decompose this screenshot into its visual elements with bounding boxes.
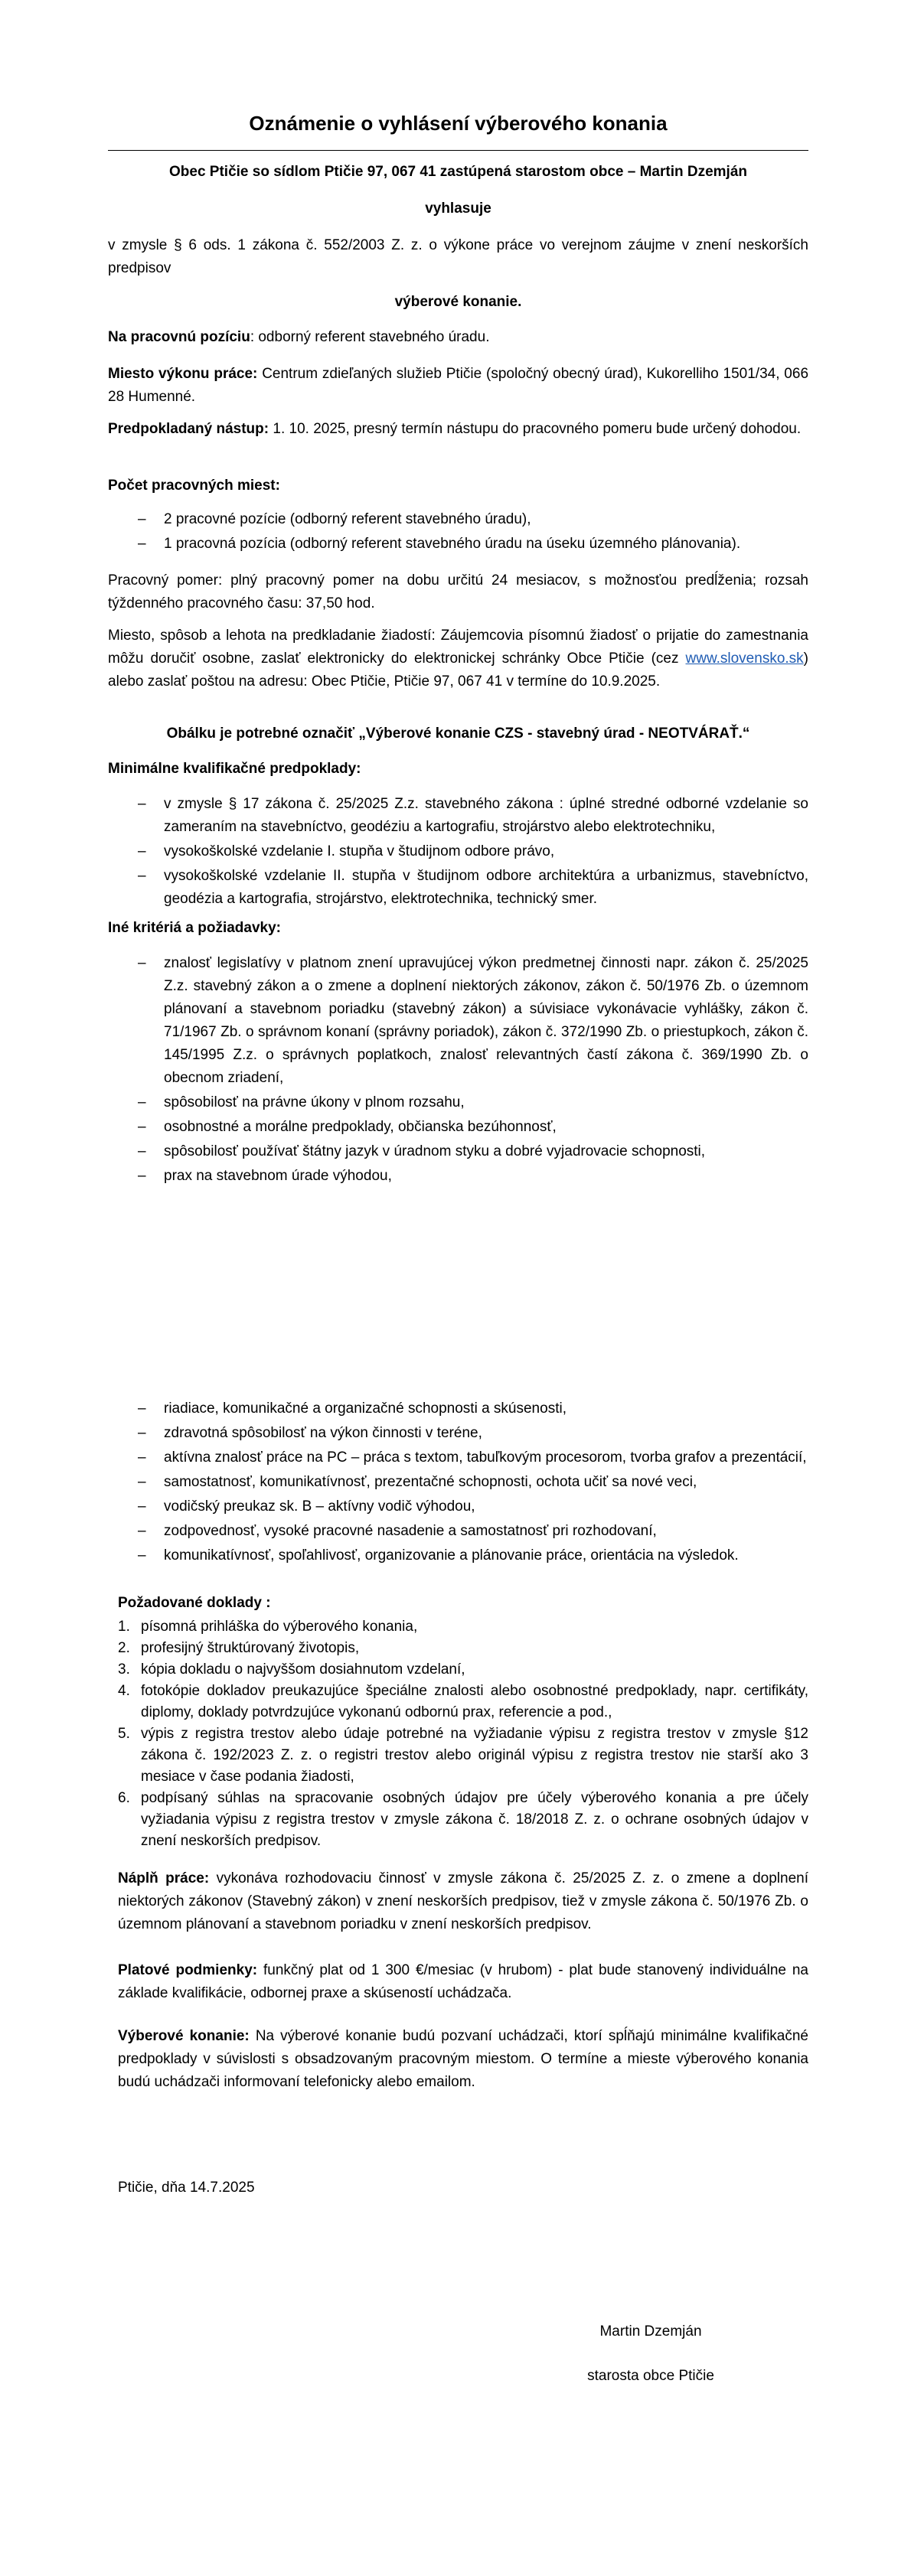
position-label: Na pracovnú pozíciu (108, 329, 250, 345)
list-item: 4. fotokópie dokladov preukazujúce špeciálne znalosti alebo osobnostné predpoklady, napr. certifikáty, diplomy, doklady potvrdzujúce vykonanú odbornú prax, referencie a pod., (118, 1683, 808, 1720)
slovensko-link[interactable]: www.slovensko.sk (685, 651, 804, 667)
count-list (138, 508, 808, 557)
list-item: – prax na stavebnom úrade výhodou, (138, 1165, 808, 1188)
pay-paragraph: Platové podmienky: funkčný plat od 1 300 €/mesiac (v hrubom) - plat bude stanovený individuálne na základe kvalifikácie, odbornej praxe a skúseností uchádzača. (118, 1962, 808, 2001)
place-label: Miesto výkonu práce: (108, 366, 258, 382)
list-item: – vysokoškolské vzdelanie I. stupňa v študijnom odbore právo, (138, 840, 808, 863)
list-item: 5. výpis z registra trestov alebo údaje potrebné na vyžiadanie výpisu z registra trestov v zmysle §12 zákona č. 192/2023 Z. z. o registri trestov alebo originál výpisu z registra trestov nie starší ako 3 mesiace v čase podania žiadosti, (118, 1726, 808, 1785)
start-paragraph (108, 418, 808, 441)
list-item: – 1 pracovná pozícia (odborný referent stavebného úradu na úseku územného plánovania). (138, 533, 808, 556)
list-item: 6. podpísaný súhlas na spracovanie osobných údajov pre účely výberového konania a pre účely vyžiadania výpisu z registra trestov v zmysle zákona č. 18/2018 Z. z. o ochrane osobných údajov v znení neskorších predpisov. (118, 1790, 808, 1849)
list-item: – spôsobilosť používať štátny jazyk v úradnom styku a dobré vyjadrovacie schopnosti, (138, 1140, 808, 1163)
list-item: – samostatnosť, komunikatívnosť, prezentačné schopnosti, ochota učiť sa nové veci, (138, 1471, 808, 1494)
qualification-heading: Minimálne kvalifikačné predpoklady: (108, 761, 361, 777)
place-value: Centrum zdieľaných služieb Ptičie (spoločný obecný úrad), Kukorelliho 1501/34, 066 28 Humenné. (108, 366, 809, 405)
date-place: Ptičie, dňa 14.7.2025 (118, 2180, 255, 2196)
submission-paragraph: Miesto, spôsob a lehota na predkladanie žiadostí: Záujemcovia písomnú žiadosť o prijatie do zamestnania môžu doručiť osobne, zaslať elektronicky do elektronickej schránky Obce Ptičie (cez www.slovensko.sk) alebo zaslať poštou na adresu: Obec Ptičie, Ptičie 97, 067 41 v termíne do 10.9.2025. (108, 628, 808, 690)
selection-paragraph: Výberové konanie: Na výberové konanie budú pozvaní uchádzači, ktorí spĺňajú minimálne kvalifikačné predpoklady v súvislosti s obsadzovaným pracovným miestom. O termíne a mieste výberového konania budú uchádzači informovaní telefonicky alebo emailom. (118, 2028, 808, 2090)
list-item: – zdravotná spôsobilosť na výkon činnosti v teréne, (138, 1422, 808, 1445)
issuer-line: Obec Ptičie so sídlom Ptičie 97, 067 41 zastúpená starostom obce – Martin Dzemján (169, 164, 747, 180)
announces-line: vyhlasuje (425, 201, 491, 217)
job-paragraph: Náplň práce: vykonáva rozhodovaciu činnosť v zmysle zákona č. 25/2025 Z. z. o zmene a doplnení niektorých zákonov (Stavebný zákon) v znení neskorších predpisov, tiež v zmysle zákona č. 50/1976 Zb. o územnom plánovaní a stavebnom poriadku v znení neskorších predpisov. (118, 1870, 808, 1932)
list-item: 3. kópia dokladu o najvyššom dosiahnutom vzdelaní, (118, 1661, 465, 1678)
title-divider (108, 150, 808, 151)
list-item: – riadiace, komunikačné a organizačné schopnosti a skúsenosti, (138, 1397, 808, 1420)
position-paragraph (108, 326, 808, 349)
count-heading: Počet pracovných miest: (108, 478, 280, 494)
signature-title: starosta obce Ptičie (587, 2368, 714, 2384)
place-paragraph (108, 363, 808, 409)
other-criteria-list-b (138, 1397, 808, 1569)
procedure-line: výberové konanie. (394, 294, 522, 310)
list-item: – osobnostné a morálne predpoklady, občianska bezúhonnosť, (138, 1116, 808, 1139)
list-item: 2. profesijný štruktúrovaný životopis, (118, 1640, 360, 1656)
list-item: – znalosť legislatívy v platnom znení upravujúcej výkon predmetnej činnosti napr. zákon č. 25/2025 Z.z. stavebný zákon a o zmene a doplnení niektorých zákonov, zákon č. 50/1976 Zb. o územnom plánovaní a stavebnom poriadku (stavebný zákon) a súvisiace vykonávacie vyhlášky, zákon č. 71/1967 Zb. o správnom konaní (správny poriadok), zákon č. 372/1990 Zb. o priestupkoch, zákon č. 145/1995 Z.z. o správnych poplatkoch, znalosť relevantných častí zákona č. 369/1990 Zb. o obecnom zriadení, (138, 952, 808, 1090)
list-item: – spôsobilosť na právne úkony v plnom rozsahu, (138, 1091, 808, 1114)
employment-paragraph: Pracovný pomer: plný pracovný pomer na dobu určitú 24 mesiacov, s možnosťou predĺženia; rozsah týždenného pracovného času: 37,50 hod. (108, 572, 808, 611)
list-item: – v zmysle § 17 zákona č. 25/2025 Z.z. stavebného zákona : úplné stredné odborné vzdelanie so zameraním na stavebníctvo, geodéziu a kartografiu, strojárstvo alebo elektrotechniku, (138, 793, 808, 839)
position-value: : odborný referent stavebného úradu. (250, 329, 490, 345)
list-item: – 2 pracovné pozície (odborný referent stavebného úradu), (138, 508, 808, 531)
start-value: 1. 10. 2025, presný termín nástupu do pracovného pomeru bude určený dohodou. (269, 421, 802, 437)
document-title: Oznámenie o vyhlásení výberového konania (249, 112, 668, 135)
list-item: – komunikatívnosť, spoľahlivosť, organizovanie a plánovanie práce, orientácia na výsledok. (138, 1544, 808, 1567)
list-item: – vysokoškolské vzdelanie II. stupňa v študijnom odbore architektúra a urbanizmus, stavebníctvo, geodézia a kartografia, strojárstvo, elektrotechnika, technický smer. (138, 865, 808, 911)
list-item: – vodičský preukaz sk. B – aktívny vodič výhodou, (138, 1495, 808, 1518)
list-item: 1. písomná prihláška do výberového konania, (118, 1619, 418, 1635)
legal-basis: v zmysle § 6 ods. 1 zákona č. 552/2003 Z. z. o výkone práce vo verejnom záujme v znení neskorších predpisov (108, 237, 808, 276)
list-item: – zodpovednosť, vysoké pracovné nasadenie a samostatnosť pri rozhodovaní, (138, 1520, 808, 1543)
list-item: – aktívna znalosť práce na PC – práca s textom, tabuľkovým procesorom, tvorba grafov a prezentácií, (138, 1446, 808, 1469)
documents-list (118, 1616, 808, 1852)
envelope-note: Obálku je potrebné označiť „Výberové konanie CZS - stavebný úrad - NEOTVÁRAŤ.“ (166, 726, 750, 742)
start-label: Predpokladaný nástup: (108, 421, 269, 437)
documents-heading: Požadované doklady : (118, 1595, 271, 1611)
signature-name: Martin Dzemján (599, 2323, 702, 2340)
other-criteria-heading: Iné kritériá a požiadavky: (108, 920, 281, 936)
other-criteria-list-a (138, 952, 808, 1189)
qualification-list (138, 793, 808, 912)
